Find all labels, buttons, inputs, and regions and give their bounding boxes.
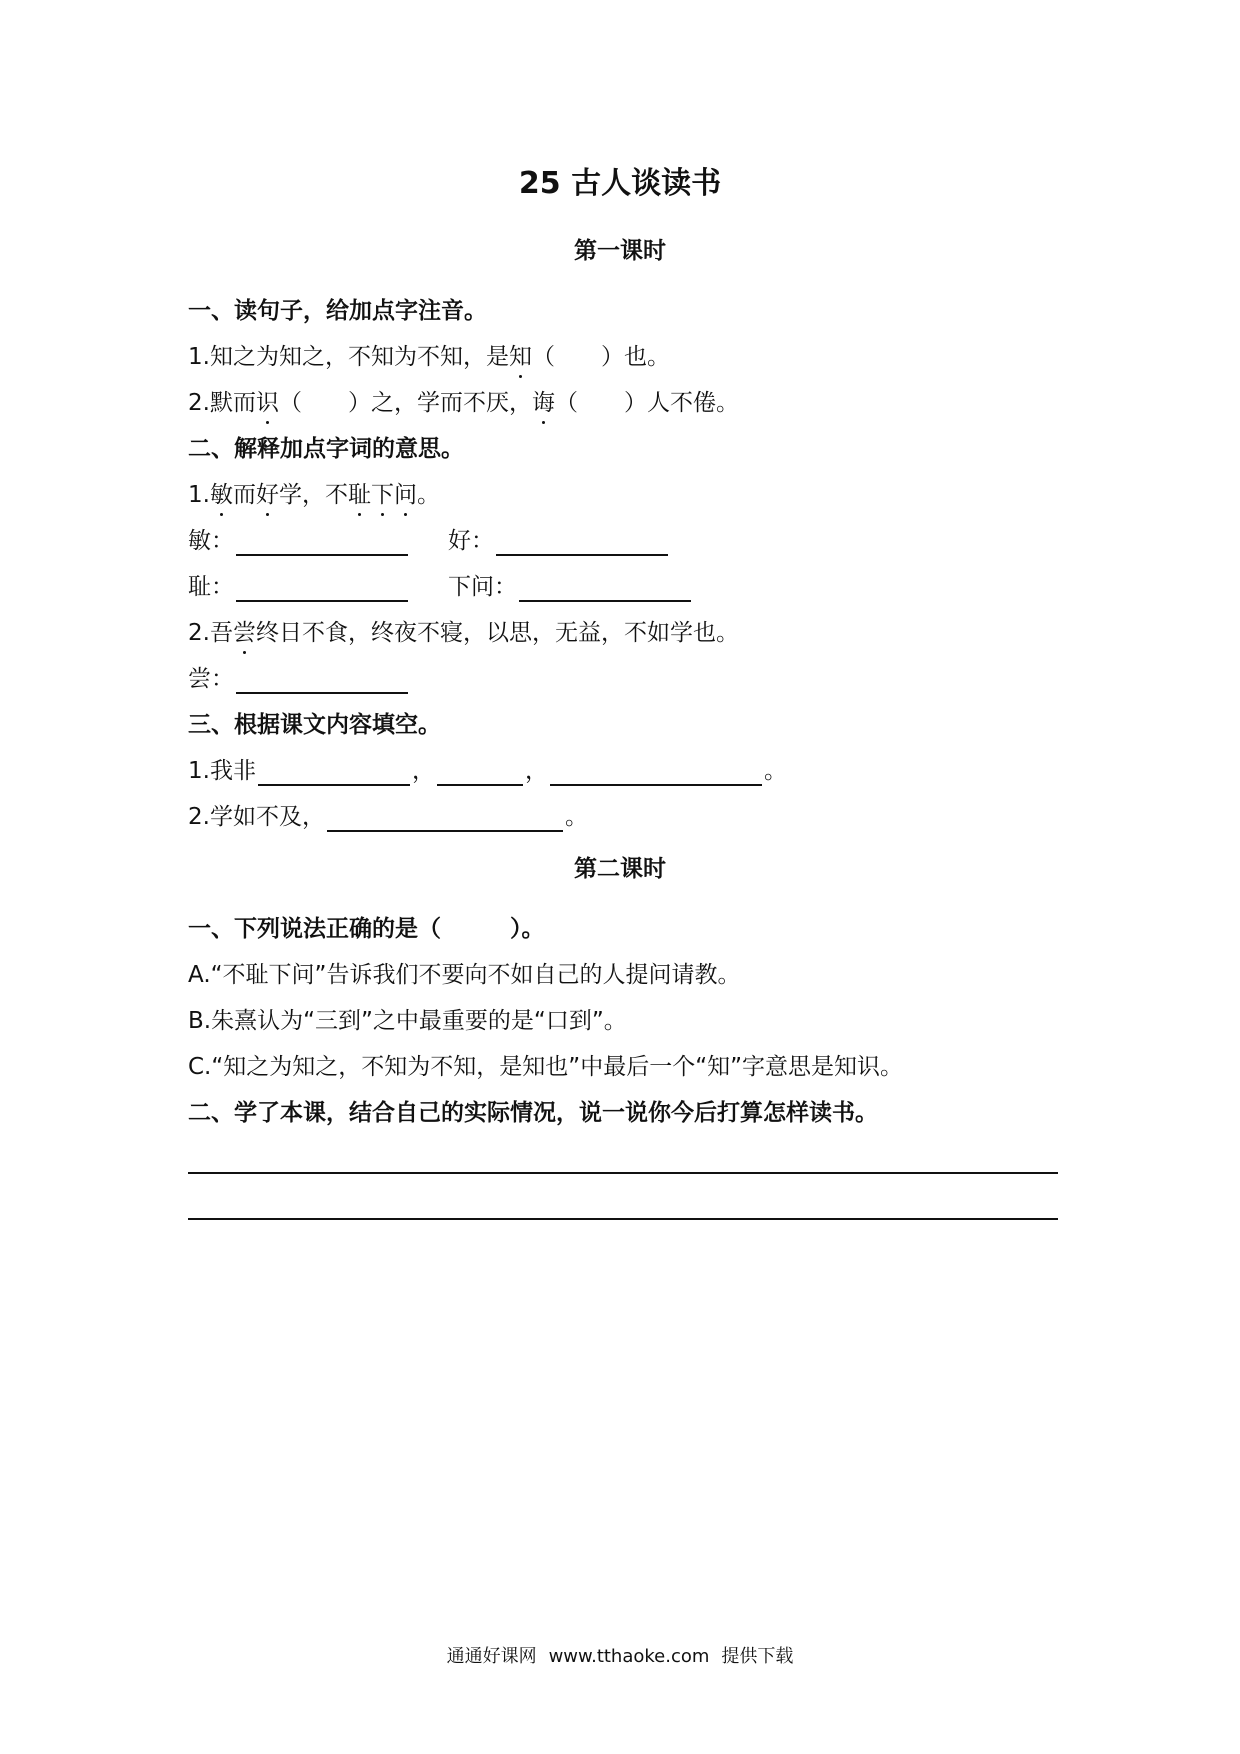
l2-q1-title: 一、下列说法正确的是（ ）。 bbox=[188, 916, 545, 942]
dotted-char: 识 bbox=[255, 390, 279, 416]
blank-2[interactable] bbox=[437, 758, 523, 786]
label-hao: 好： bbox=[448, 528, 494, 554]
comma: ， bbox=[524, 758, 548, 784]
l1-q2-sentence2 bbox=[188, 618, 739, 648]
text: 终日不食，终夜不寝，以思，无益，不如学也。 bbox=[255, 620, 739, 646]
l2-q1-option-b: B.朱熹认为“三到”之中最重要的是“口到”。 bbox=[188, 1008, 627, 1034]
l1-q2-sentence1 bbox=[188, 480, 440, 510]
period: 。 bbox=[564, 804, 588, 830]
label-chi: 耻： bbox=[188, 574, 234, 600]
text: 1.我非 bbox=[188, 758, 256, 784]
dotted-char: 知 bbox=[508, 344, 532, 370]
text: 学，不 bbox=[278, 482, 348, 508]
page-title: 25 古人谈读书 bbox=[518, 166, 722, 201]
l1-q2-row-chi-xiawen bbox=[188, 572, 693, 602]
l1-q3-title: 三、根据课文内容填空。 bbox=[188, 712, 441, 738]
text: 而 bbox=[232, 482, 256, 508]
l1-q1-item2 bbox=[188, 388, 739, 418]
footer bbox=[0, 1642, 1240, 1668]
dotted-char: 下 bbox=[370, 482, 394, 508]
text: 2.默而 bbox=[188, 390, 256, 416]
l1-q2-row-min-hao bbox=[188, 526, 670, 556]
dotted-char: 诲 bbox=[531, 390, 555, 416]
label-xiawen: 下问： bbox=[448, 574, 517, 600]
label-chang: 尝： bbox=[188, 666, 234, 692]
dotted-char: 尝 bbox=[232, 620, 256, 646]
answer-paren[interactable]: （ ）也。 bbox=[531, 344, 670, 370]
text: 2.吾 bbox=[188, 620, 233, 646]
text: 2.学如不及， bbox=[188, 804, 325, 830]
l1-q3-item2 bbox=[188, 802, 588, 832]
blank-3[interactable] bbox=[550, 758, 762, 786]
dotted-char: 问 bbox=[393, 482, 417, 508]
lesson1-heading: 第一课时 bbox=[574, 238, 666, 264]
answer-paren[interactable]: （ ）之，学而不厌， bbox=[278, 390, 532, 416]
blank-chi[interactable] bbox=[236, 574, 408, 602]
l1-q2-row-chang bbox=[188, 664, 410, 694]
answer-line-1[interactable] bbox=[188, 1172, 1058, 1174]
lesson2-heading: 第二课时 bbox=[574, 856, 666, 882]
period: 。 bbox=[763, 758, 787, 784]
text: 1. bbox=[188, 482, 210, 508]
blank-xiawen[interactable] bbox=[519, 574, 691, 602]
l1-q3-item1 bbox=[188, 756, 787, 786]
footer-url[interactable]: www.tthaoke.com bbox=[548, 1646, 710, 1667]
footer-suffix: 提供下载 bbox=[721, 1646, 794, 1667]
footer-site-name: 通通好课网 bbox=[446, 1646, 537, 1667]
l2-q2-title: 二、学了本课，结合自己的实际情况，说一说你今后打算怎样读书。 bbox=[188, 1100, 878, 1126]
answer-paren[interactable]: （ ）人不倦。 bbox=[554, 390, 739, 416]
blank-4[interactable] bbox=[327, 804, 563, 832]
blank-min[interactable] bbox=[236, 528, 408, 556]
blank-chang[interactable] bbox=[236, 666, 408, 694]
dotted-char: 敏 bbox=[209, 482, 233, 508]
l2-q1-option-a: A.“不耻下问”告诉我们不要向不如自己的人提问请教。 bbox=[188, 962, 741, 988]
blank-hao[interactable] bbox=[496, 528, 668, 556]
answer-line-2[interactable] bbox=[188, 1218, 1058, 1220]
l1-q1-item1 bbox=[188, 342, 670, 372]
text: 。 bbox=[416, 482, 440, 508]
label-min: 敏： bbox=[188, 528, 234, 554]
text: 1.知之为知之，不知为不知，是 bbox=[188, 344, 509, 370]
l2-q1-option-c: C.“知之为知之，不知为不知，是知也”中最后一个“知”字意思是知识。 bbox=[188, 1054, 904, 1080]
l1-q1-title: 一、读句子，给加点字注音。 bbox=[188, 298, 487, 324]
blank-1[interactable] bbox=[258, 758, 410, 786]
dotted-char: 好 bbox=[255, 482, 279, 508]
dotted-char: 耻 bbox=[347, 482, 371, 508]
comma: ， bbox=[411, 758, 435, 784]
l1-q2-title: 二、解释加点字词的意思。 bbox=[188, 436, 464, 462]
